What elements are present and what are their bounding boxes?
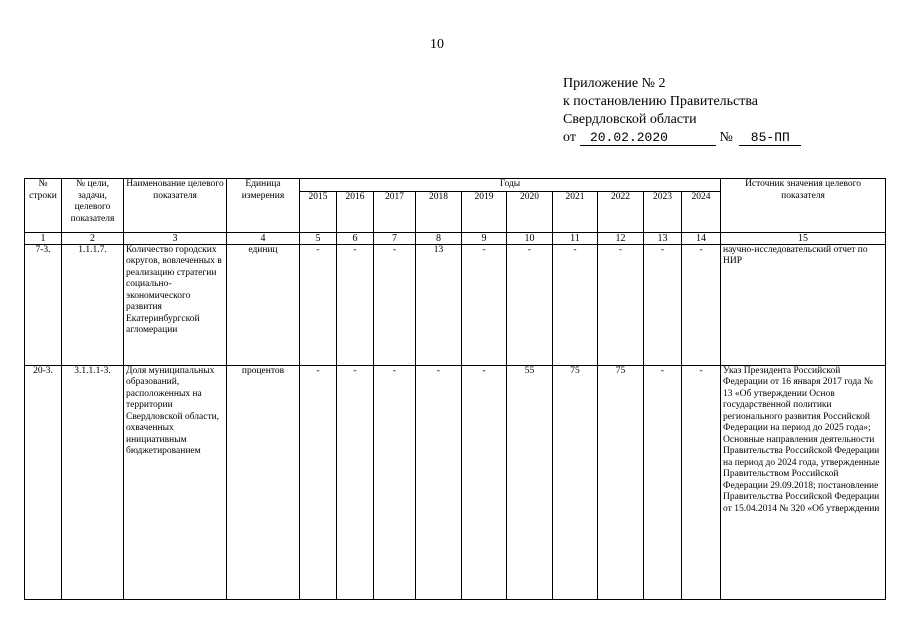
indicator-name: Доля муниципальных образований, расположенных на территории Свердловской области, охваченных инициативным бюджетированием <box>124 365 227 599</box>
header-row-no: № строки <box>25 179 62 233</box>
year-value: 55 <box>507 365 553 599</box>
annex-date: 20.02.2020 <box>580 130 716 146</box>
source-cell: научно-исследовательский отчет по НИР <box>721 244 886 365</box>
goal-number: 3.1.1.1-3. <box>62 365 124 599</box>
annex-number-label: № <box>719 130 733 145</box>
annex-from-label: от <box>563 130 576 145</box>
year-value: - <box>644 244 682 365</box>
year-value: - <box>462 244 507 365</box>
year-value: - <box>644 365 682 599</box>
page-number: 10 <box>430 37 444 52</box>
year-value: 75 <box>598 365 644 599</box>
year-value: - <box>682 365 721 599</box>
year-value: 75 <box>553 365 598 599</box>
header-year: 2024 <box>682 191 721 232</box>
header-year: 2023 <box>644 191 682 232</box>
header-unit: Единица измерения <box>227 179 300 233</box>
unit-cell: процентов <box>227 365 300 599</box>
table-row <box>25 244 886 365</box>
indicator-name: Количество городских округов, вовлеченных в реализацию стратегии социально-экономического развития Екатеринбургской агломерации <box>124 244 227 365</box>
column-number: 6 <box>337 232 374 244</box>
header-years: Годы <box>300 179 721 192</box>
column-number: 11 <box>553 232 598 244</box>
annex-block <box>563 75 801 147</box>
annex-title: Приложение № 2 <box>563 76 666 91</box>
row-number: 7-3. <box>25 244 62 365</box>
column-number: 12 <box>598 232 644 244</box>
row-number: 20-3. <box>25 365 62 599</box>
header-indicator-name: Наименование целевого показателя <box>124 179 227 233</box>
header-year: 2020 <box>507 191 553 232</box>
goal-number: 1.1.1.7. <box>62 244 124 365</box>
column-number: 10 <box>507 232 553 244</box>
column-number: 13 <box>644 232 682 244</box>
year-value: 13 <box>416 244 462 365</box>
source-cell: Указ Президента Российской Федерации от 16 января 2017 года № 13 «Об утверждении Основ государственной политики регионального развития Российской Федерации на период до 2025 года»; Основные направления деятельности Правительства Российской Федерации на период до 2024 года, утвержденные Правительством Российской Федерации 29.09.2018; постановление Правительства Российской Федерации от 15.04.2014 № 320 «Об утверждении <box>721 365 886 599</box>
column-number: 3 <box>124 232 227 244</box>
indicators-table <box>24 178 886 600</box>
column-number: 4 <box>227 232 300 244</box>
year-value: - <box>416 365 462 599</box>
header-year: 2018 <box>416 191 462 232</box>
year-value: - <box>598 244 644 365</box>
column-number: 8 <box>416 232 462 244</box>
year-value: - <box>337 244 374 365</box>
unit-cell: единиц <box>227 244 300 365</box>
column-number: 7 <box>374 232 416 244</box>
header-year: 2017 <box>374 191 416 232</box>
header-source: Источник значения целевого показателя <box>721 179 886 233</box>
year-value: - <box>462 365 507 599</box>
year-value: - <box>300 365 337 599</box>
year-value: - <box>337 365 374 599</box>
column-number-row <box>25 232 886 244</box>
column-number: 15 <box>721 232 886 244</box>
column-number: 9 <box>462 232 507 244</box>
column-number: 5 <box>300 232 337 244</box>
column-number: 14 <box>682 232 721 244</box>
year-value: - <box>553 244 598 365</box>
year-value: - <box>507 244 553 365</box>
header-year: 2022 <box>598 191 644 232</box>
column-number: 2 <box>62 232 124 244</box>
annex-line-3: Свердловской области <box>563 112 697 127</box>
header-year: 2019 <box>462 191 507 232</box>
annex-line-2: к постановлению Правительства <box>563 94 759 109</box>
annex-date-line <box>563 129 801 147</box>
header-row-1 <box>25 179 886 192</box>
year-value: - <box>682 244 721 365</box>
column-number: 1 <box>25 232 62 244</box>
year-value: - <box>300 244 337 365</box>
header-year: 2016 <box>337 191 374 232</box>
year-value: - <box>374 365 416 599</box>
table-row <box>25 365 886 599</box>
header-goal-no: № цели, задачи, целевого показателя <box>62 179 124 233</box>
annex-number: 85-ПП <box>739 130 801 146</box>
header-year: 2021 <box>553 191 598 232</box>
year-value: - <box>374 244 416 365</box>
header-year: 2015 <box>300 191 337 232</box>
